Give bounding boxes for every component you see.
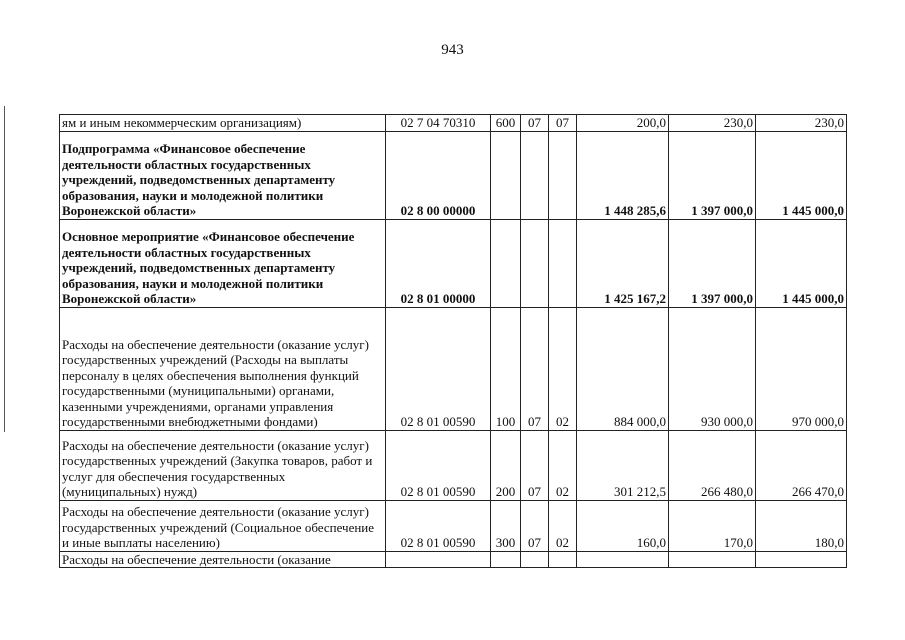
cell-subsection (549, 551, 577, 568)
budget-table (59, 114, 847, 568)
cell-subsection (549, 131, 577, 219)
cell-amount-year-1 (577, 551, 669, 568)
cell-expense-type: 600 (491, 115, 521, 132)
cell-target-code: 02 8 01 00000 (386, 219, 491, 307)
table-row (60, 551, 847, 568)
cell-section: 07 (521, 307, 549, 430)
cell-section: 07 (521, 115, 549, 132)
cell-amount-year-2: 266 480,0 (669, 430, 756, 500)
cell-amount-year-2: 230,0 (669, 115, 756, 132)
cell-target-code: 02 8 00 00000 (386, 131, 491, 219)
cell-target-code: 02 7 04 70310 (386, 115, 491, 132)
cell-target-code: 02 8 01 00590 (386, 307, 491, 430)
cell-expense-type: 100 (491, 307, 521, 430)
table-body (60, 115, 847, 568)
cell-amount-year-3: 1 445 000,0 (756, 219, 847, 307)
cell-row-name: Основное мероприятие «Финансовое обеспечение деятельности областных государственных учреждений, подведомственных департаменту образования, науки и молодежной политики Воронежской области» (60, 219, 386, 307)
margin-line (4, 106, 5, 432)
cell-target-code: 02 8 01 00590 (386, 500, 491, 551)
cell-amount-year-1: 301 212,5 (577, 430, 669, 500)
table-row (60, 131, 847, 219)
cell-expense-type (491, 219, 521, 307)
cell-expense-type (491, 131, 521, 219)
cell-target-code (386, 551, 491, 568)
table-row (60, 307, 847, 430)
cell-row-name: Расходы на обеспечение деятельности (оказание услуг) государственных учреждений (Закупка товаров, работ и услуг для обеспечения государственных (муниципальных) нужд) (60, 430, 386, 500)
cell-subsection: 07 (549, 115, 577, 132)
cell-amount-year-1: 884 000,0 (577, 307, 669, 430)
cell-amount-year-2: 930 000,0 (669, 307, 756, 430)
table-row (60, 219, 847, 307)
cell-amount-year-1: 200,0 (577, 115, 669, 132)
cell-amount-year-3 (756, 551, 847, 568)
cell-row-name: ям и иным некоммерческим организациям) (60, 115, 386, 132)
cell-row-name: Расходы на обеспечение деятельности (оказание (60, 551, 386, 568)
cell-section: 07 (521, 500, 549, 551)
table-row (60, 115, 847, 132)
cell-section: 07 (521, 430, 549, 500)
cell-expense-type: 200 (491, 430, 521, 500)
cell-amount-year-3: 970 000,0 (756, 307, 847, 430)
cell-target-code: 02 8 01 00590 (386, 430, 491, 500)
cell-amount-year-3: 230,0 (756, 115, 847, 132)
cell-amount-year-1: 1 448 285,6 (577, 131, 669, 219)
table-row (60, 430, 847, 500)
cell-amount-year-3: 266 470,0 (756, 430, 847, 500)
cell-amount-year-1: 160,0 (577, 500, 669, 551)
cell-section (521, 131, 549, 219)
cell-expense-type: 300 (491, 500, 521, 551)
cell-amount-year-1: 1 425 167,2 (577, 219, 669, 307)
cell-section (521, 219, 549, 307)
table-row (60, 500, 847, 551)
cell-amount-year-3: 1 445 000,0 (756, 131, 847, 219)
cell-expense-type (491, 551, 521, 568)
cell-amount-year-2 (669, 551, 756, 568)
cell-subsection: 02 (549, 430, 577, 500)
cell-row-name: Расходы на обеспечение деятельности (оказание услуг) государственных учреждений (Расходы на выплаты персоналу в целях обеспечения выполнения функций государственными (муниципальными) органами, казенными учреждениями, органами управления государственными внебюджетными фондами) (60, 307, 386, 430)
cell-amount-year-2: 170,0 (669, 500, 756, 551)
cell-amount-year-3: 180,0 (756, 500, 847, 551)
cell-row-name: Подпрограмма «Финансовое обеспечение деятельности областных государственных учреждений, подведомственных департаменту образования, науки и молодежной политики Воронежской области» (60, 131, 386, 219)
cell-row-name: Расходы на обеспечение деятельности (оказание услуг) государственных учреждений (Социальное обеспечение и иные выплаты населению) (60, 500, 386, 551)
cell-section (521, 551, 549, 568)
cell-amount-year-2: 1 397 000,0 (669, 131, 756, 219)
cell-subsection: 02 (549, 500, 577, 551)
cell-subsection (549, 219, 577, 307)
cell-subsection: 02 (549, 307, 577, 430)
page-number: 943 (441, 42, 464, 58)
cell-amount-year-2: 1 397 000,0 (669, 219, 756, 307)
